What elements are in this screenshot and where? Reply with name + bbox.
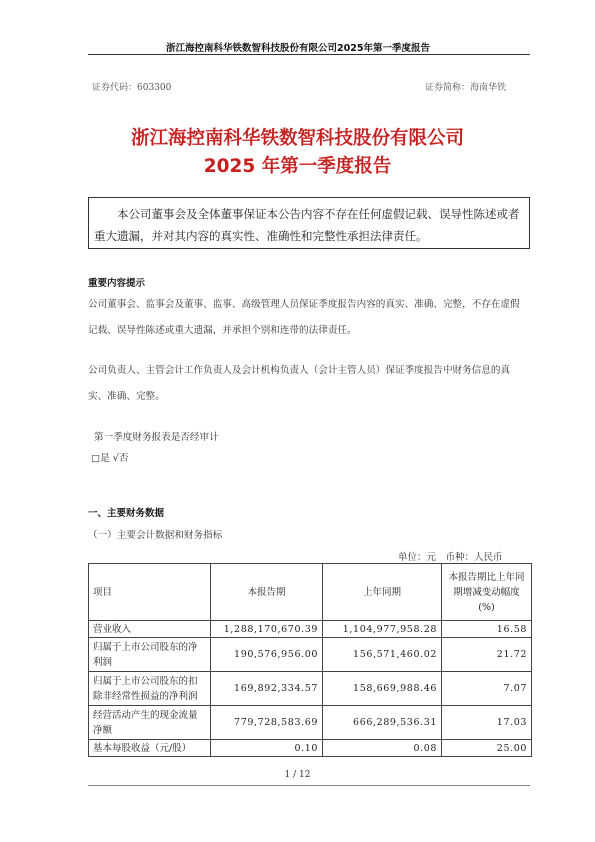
table-row [89,740,532,757]
row-prior: 158,669,988.46 [323,672,442,706]
stock-name: 证券简称：海南华铁 [425,83,507,93]
row-item: 归属于上市公司股东的净利润 [89,638,211,672]
row-current: 0.10 [211,740,323,757]
row-current: 779,728,583.69 [211,706,323,740]
header-rule [88,54,530,55]
row-change: 21.72 [442,638,532,672]
row-current: 190,576,956.00 [211,638,323,672]
report-title-company: 浙江海控南科华铁数智科技股份有限公司 [130,128,464,149]
stock-code: 证券代码：603300 [92,83,172,93]
important-heading: 重要内容提示 [88,278,146,289]
running-header: 浙江海控南科华铁数智科技股份有限公司2025年第一季度报告 [166,43,430,54]
notice-text: 本公司董事会及全体董事保证本公告内容不存在任何虚假记载、误导性陈述或者重大遗漏，并对其内容的真实性、准确性和完整性承担法律责任。 [94,207,520,243]
table-row [89,621,532,638]
important-para-1: 公司董事会、监事会及董事、监事、高级管理人员保证季度报告内容的真实、准确、完整，不存在虚假记载、误导性陈述或重大遗漏，并承担个别和连带的法律责任。 [88,299,520,336]
table-header-row [89,564,532,621]
row-current: 169,892,334.57 [211,672,323,706]
audit-question: 第一季度财务报表是否经审计 [94,432,219,443]
unit-currency-note: 单位：元 币种：人民币 [398,552,503,563]
row-change: 7.07 [442,672,532,706]
row-change: 16.58 [442,621,532,638]
row-item: 归属于上市公司股东的扣除非经常性损益的净利润 [89,672,211,706]
footer-rule [88,785,530,786]
row-prior: 666,289,536.31 [323,706,442,740]
header-change-pct: 本报告期比上年同期增减变动幅度(%) [442,564,532,621]
row-prior: 1,104,977,958.28 [323,621,442,638]
section-heading: 一、主要财务数据 [88,508,165,519]
row-item: 基本每股收益（元/股） [89,740,211,757]
header-prior-period: 上年同期 [323,564,442,621]
row-current: 1,288,170,670.39 [211,621,323,638]
report-title-period: 2025 年第一季度报告 [203,156,392,177]
table-row [89,638,532,672]
row-change: 25.00 [442,740,532,757]
header-item: 项目 [89,564,211,621]
row-prior: 0.08 [323,740,442,757]
header-current-period: 本报告期 [211,564,323,621]
table-row [89,706,532,740]
page-number: 1 / 12 [284,770,311,780]
row-prior: 156,571,460.02 [323,638,442,672]
row-change: 17.03 [442,706,532,740]
row-item: 经营活动产生的现金流量净额 [89,706,211,740]
important-para-2: 公司负责人、主管会计工作负责人及会计机构负责人（会计主管人员）保证季度报告中财务信息的真实、准确、完整。 [88,365,511,402]
table-row [89,672,532,706]
section-subheading: （一）主要会计数据和财务指标 [88,530,223,541]
row-item: 营业收入 [89,621,211,638]
financial-data-table [88,563,532,757]
audit-answer: □是 √否 [91,453,129,464]
